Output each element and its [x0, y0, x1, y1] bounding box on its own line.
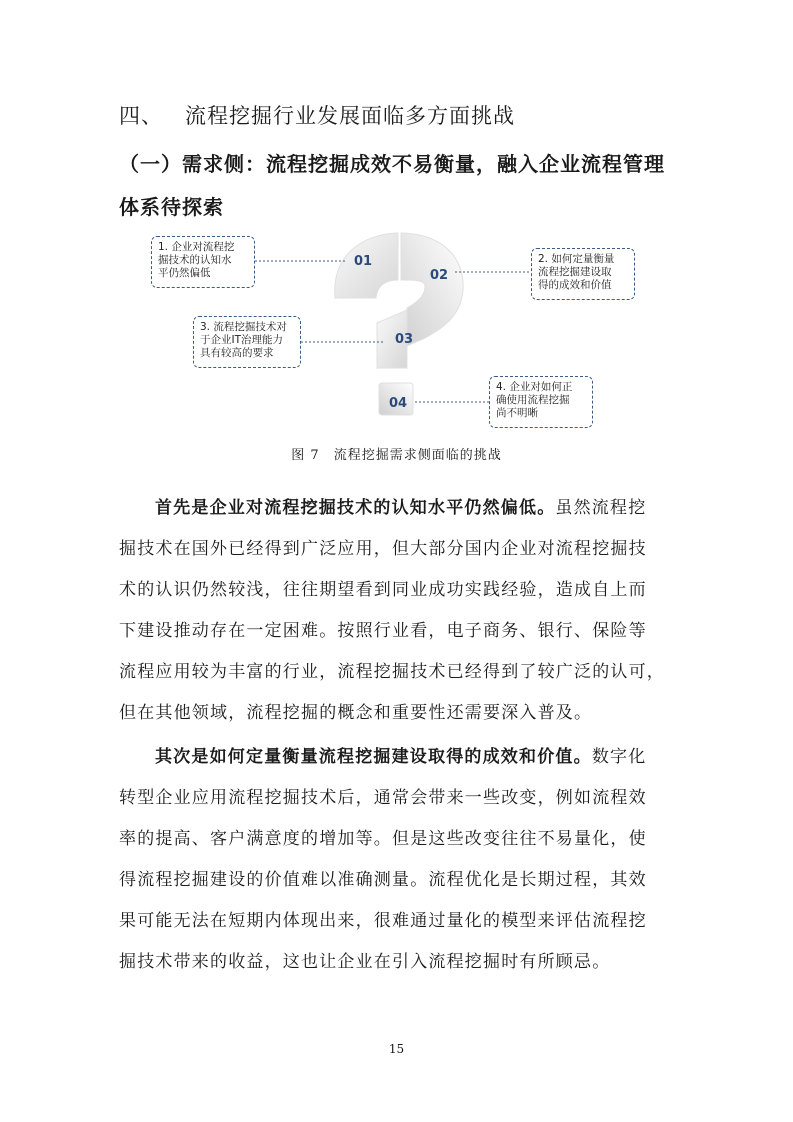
paragraph-line: 术的认识仍然较浅，往往期望看到同业成功实践经验，造成自上而: [119, 580, 647, 600]
paragraph-line: 转型企业应用流程挖掘技术后，通常会带来一些改变，例如流程效: [119, 788, 647, 808]
paragraph-lead-bold: 首先是企业对流程挖掘技术的认知水平仍然偏低。: [155, 498, 556, 518]
callout-1: [151, 236, 255, 288]
figure-question-mark-diagram: [145, 228, 645, 433]
subsection-heading-line-2: 体系待探索: [119, 195, 224, 219]
paragraph-line: 得流程挖掘建设的价值难以准确测量。流程优化是长期过程，其效: [119, 870, 647, 890]
paragraph-text: 虽然流程挖: [555, 498, 647, 518]
paragraph-line: [119, 488, 667, 529]
section-title: 流程挖掘行业发展面临多方面挑战: [185, 104, 515, 128]
segment-number-03: 03: [395, 332, 414, 347]
callout-2: [531, 248, 635, 300]
paragraph-2: [119, 737, 667, 983]
callout-4-line: 确使用流程挖掘: [496, 394, 570, 406]
callout-3: [193, 316, 301, 368]
figure-caption-text: 流程挖掘需求侧面临的挑战: [333, 448, 502, 463]
callout-2-line: 流程挖掘建设取: [538, 266, 612, 278]
paragraph-line: 率的提高、客户满意度的增加等。但是这些改变往往不易量化，使: [119, 829, 647, 849]
callout-2-line: 2. 如何定量衡量: [538, 253, 615, 265]
paragraph-1: [119, 488, 667, 734]
callout-3-line: 于企业IT治理能力: [200, 334, 284, 346]
page-number: 15: [388, 1042, 405, 1056]
paragraph-line: 果可能无法在短期内体现出来，很难通过量化的模型来评估流程挖: [119, 911, 647, 931]
paragraph-line: 流程应用较为丰富的行业，流程挖掘技术已经得到了较广泛的认可，: [119, 662, 665, 682]
callout-1-line: 平仍然偏低: [158, 267, 211, 279]
paragraph-lead-bold: 其次是如何定量衡量流程挖掘建设取得的成效和价值。: [155, 747, 592, 767]
paragraph-line: 掘技术带来的收益，这也让企业在引入流程挖掘时有所顾忌。: [119, 952, 611, 972]
callout-4: [489, 376, 593, 428]
paragraph-line: [119, 737, 667, 778]
paragraph-text: 数字化: [591, 747, 647, 767]
paragraph-line: 但在其他领域，流程挖掘的概念和重要性还需要深入普及。: [119, 703, 593, 723]
paragraph-line: 掘技术在国外已经得到广泛应用，但大部分国内企业对流程挖掘技: [119, 539, 647, 559]
callout-4-line: 尚不明晰: [496, 407, 538, 419]
segment-number-04: 04: [389, 396, 408, 411]
section-heading: [119, 100, 515, 130]
section-number: 四、: [119, 104, 163, 128]
subsection-heading-line-1: （一）需求侧：流程挖掘成效不易衡量，融入企业流程管理: [119, 152, 665, 176]
callout-1-line: 掘技术的认知水: [158, 254, 232, 266]
segment-number-01: 01: [354, 254, 373, 269]
callout-4-line: 4. 企业对如何正: [496, 381, 573, 393]
qmark-segment-02: [401, 233, 463, 346]
callout-1-line: 1. 企业对流程挖: [158, 241, 235, 253]
callout-2-line: 得的成效和价值: [538, 279, 612, 291]
figure-number: 图 7: [291, 448, 320, 463]
callout-3-line: 具有较高的要求: [200, 347, 274, 359]
segment-number-02: 02: [430, 268, 449, 283]
callout-3-line: 3. 流程挖掘技术对: [200, 321, 287, 333]
paragraph-line: 下建设推动存在一定困难。按照行业看，电子商务、银行、保险等: [119, 621, 647, 641]
figure-caption: [0, 444, 793, 463]
